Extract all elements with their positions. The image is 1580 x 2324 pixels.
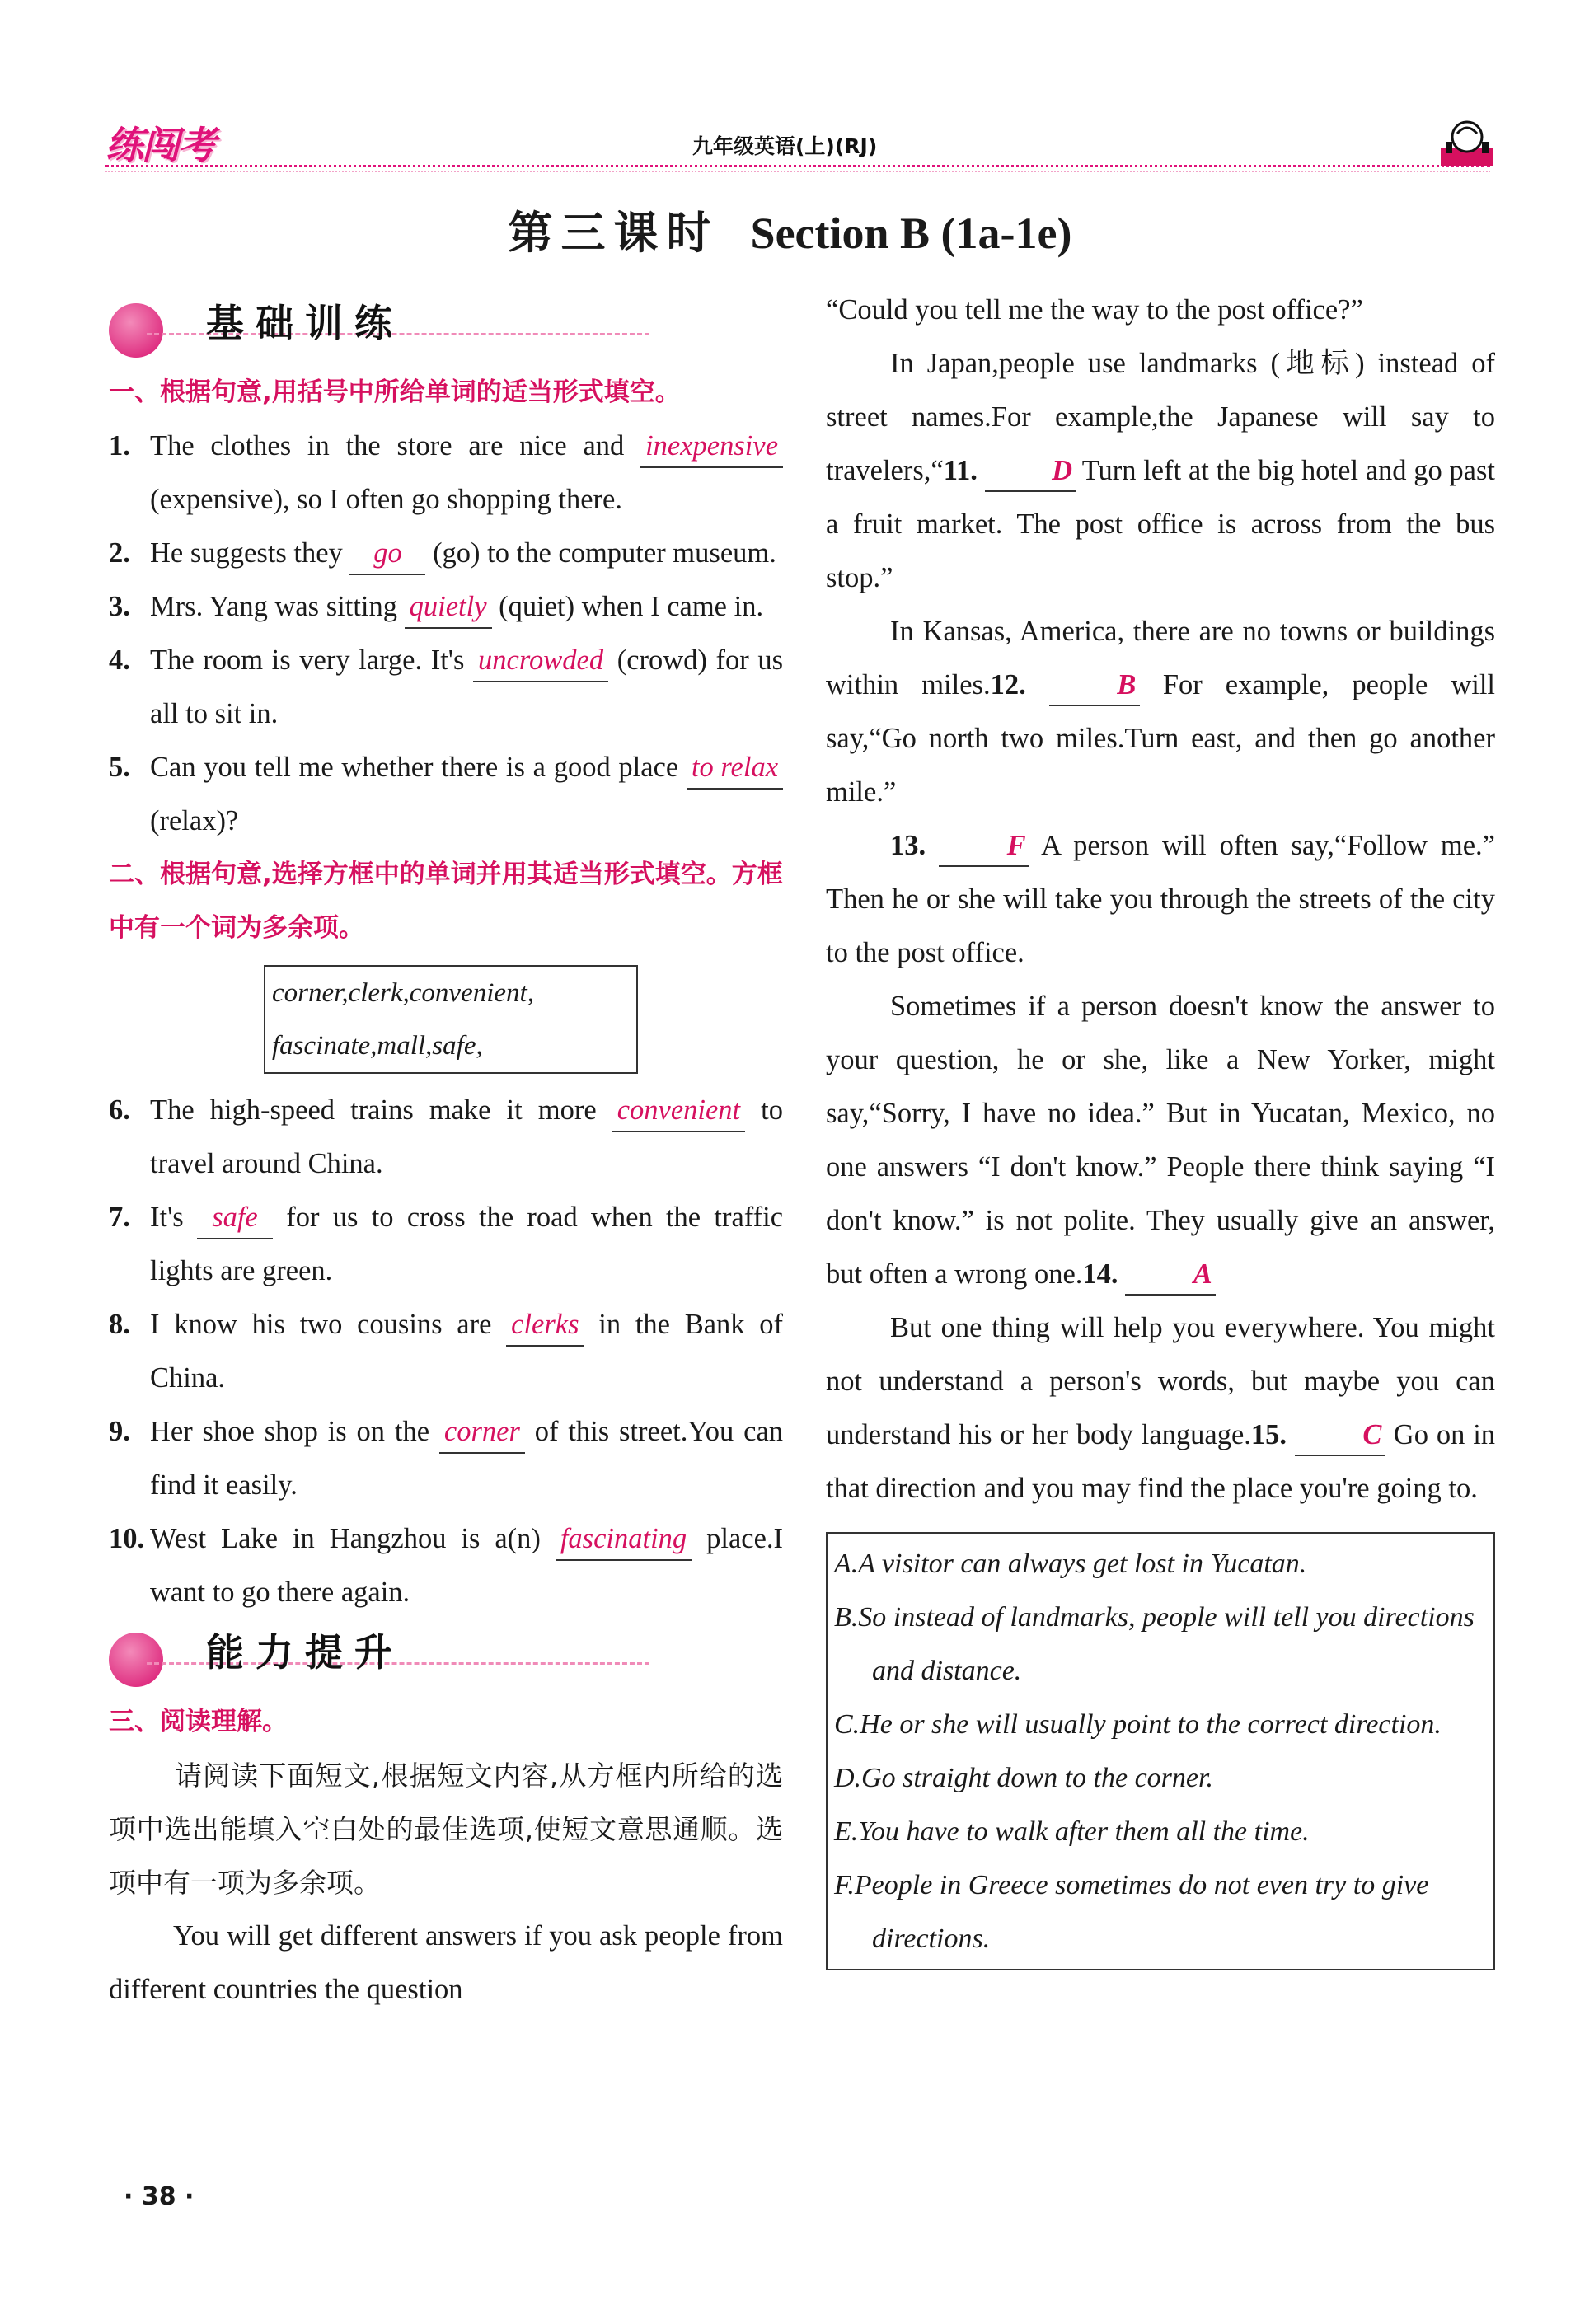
clock-icon: [109, 1633, 163, 1687]
page-number: · 38 ·: [124, 2182, 195, 2211]
pencil-icon: [109, 303, 163, 358]
part1-instruction: 一、根据句意,用括号中所给单词的适当形式填空。: [109, 377, 681, 407]
option-c: C.He or she will usually point to the correct direction.: [834, 1709, 1442, 1740]
passage-paragraph-6: But one thing will help you everywhere. You might not understand a person's words, but maybe you can understand his or her body language.15. C Go on in that direction and you may find the place you're going to.: [826, 1312, 1496, 1504]
answer-blank-5[interactable]: to relax: [687, 747, 783, 790]
answer-blank-12[interactable]: B: [1049, 665, 1140, 706]
option-b: B.So instead of landmarks, people will tell you directions and distance.: [834, 1602, 1475, 1686]
question-8: 8. I know his two cousins are clerks in the Bank of China.: [109, 1298, 783, 1405]
header-divider-secondary: [105, 171, 1490, 172]
banner-title: 能力提升: [206, 1630, 404, 1675]
answer-blank-10[interactable]: fascinating: [556, 1518, 692, 1561]
question-10: 10. West Lake in Hangzhou is a(n) fascinating place.I want to go there again.: [109, 1512, 783, 1619]
reading-intro: 请阅读下面短文,根据短文内容,从方框内所给的选项中选出能填入空白处的最佳选项,使短文意思通顺。选项中有一项为多余项。: [109, 1759, 783, 1899]
passage-paragraph-1: You will get different answers if you ask people from different countries the question: [109, 1920, 783, 2005]
question-4: 4. The room is very large. It's uncrowded (crowd) for us all to sit in.: [109, 634, 783, 741]
answer-blank-13[interactable]: F: [939, 826, 1029, 867]
word-box-line-1: corner,clerk,convenient,: [272, 978, 534, 1008]
left-column: [109, 297, 783, 2017]
brand-logo: [105, 115, 246, 166]
word-box: [264, 965, 638, 1074]
question-6: 6. The high-speed trains make it more convenient to travel around China.: [109, 1084, 783, 1191]
option-e: E.You have to walk after them all the time.: [834, 1816, 1310, 1847]
option-d: D.Go straight down to the corner.: [834, 1763, 1213, 1793]
section-banner-basic: [109, 297, 783, 361]
answer-blank-11[interactable]: D: [985, 451, 1076, 492]
question-3: 3. Mrs. Yang was sitting quietly (quiet) when I came in.: [109, 580, 783, 634]
answer-blank-3[interactable]: quietly: [405, 586, 492, 629]
section-banner-advanced: [109, 1626, 783, 1690]
answer-blank-7[interactable]: safe: [197, 1197, 273, 1239]
grade-label: 九年级英语(上)(RJ): [692, 134, 878, 158]
answer-blank-9[interactable]: corner: [439, 1411, 525, 1454]
page-title-cn: 第三课时: [508, 206, 720, 259]
passage-paragraph-3: In Kansas, America, there are no towns or buildings within miles.12. B For example, people will say,“Go north two miles.Turn east, and then go another mile.”: [826, 616, 1495, 808]
answer-blank-4[interactable]: uncrowded: [473, 640, 608, 682]
answer-blank-2[interactable]: go: [349, 532, 425, 575]
answer-blank-14[interactable]: A: [1125, 1254, 1216, 1296]
header-divider: [105, 165, 1490, 167]
passage-paragraph-2: In Japan,people use landmarks (地标) instead of street names.For example,the Japanese will say to travelers,“11. D Turn left at the big hotel and go past a fruit market. The post office is across from the bus stop.”: [826, 348, 1495, 593]
page-title: [0, 198, 1580, 261]
answer-blank-15[interactable]: C: [1295, 1415, 1385, 1456]
word-box-line-2: fascinate,mall,safe,: [272, 1031, 483, 1061]
passage-paragraph-5: Sometimes if a person doesn't know the answer to your question, he or she, like a New Yorker, might say,“Sorry, I have no idea.” But in Yucatan, Mexico, no one answers “I don't know.” People there think saying “I don't know.” is not polite. They usually give an answer, but often a wrong one.14. A: [826, 980, 1495, 1301]
question-5: 5. Can you tell me whether there is a good place to relax (relax)?: [109, 741, 783, 848]
option-a: A.A visitor can always get lost in Yucatan.: [834, 1549, 1307, 1579]
option-f: F.People in Greece sometimes do not even try to give directions.: [834, 1870, 1429, 1954]
answer-blank-8[interactable]: clerks: [506, 1304, 584, 1347]
banner-title: 基础训练: [206, 301, 404, 345]
passage-paragraph-1-cont: “Could you tell me the way to the post office?”: [826, 294, 1363, 326]
page-title-en: Section B (1a-1e): [750, 209, 1072, 258]
question-7: 7. It's safe for us to cross the road when the traffic lights are green.: [109, 1191, 783, 1298]
answer-blank-6[interactable]: convenient: [612, 1089, 745, 1132]
answer-blank-1[interactable]: inexpensive: [640, 425, 783, 468]
passage-paragraph-4: 13. F A person will often say,“Follow me.” Then he or she will take you through the streets of the city to the post office.: [826, 819, 1495, 980]
question-1: 1. The clothes in the store are nice and inexpensive (expensive), so I often go shopping there.: [109, 419, 783, 527]
brand-logo-text: 练闯考: [105, 123, 214, 167]
right-column: [826, 283, 1495, 1970]
options-box: [826, 1532, 1495, 1970]
question-2: 2. He suggests they go (go) to the computer museum.: [109, 527, 783, 580]
question-9: 9. Her shoe shop is on the corner of this street.You can find it easily.: [109, 1405, 783, 1512]
part2-instruction: 二、根据句意,选择方框中的单词并用其适当形式填空。方框中有一个词为多余项。: [109, 860, 783, 943]
part3-instruction: 三、阅读理解。: [109, 1707, 288, 1736]
mascot-icon: [1434, 109, 1500, 175]
